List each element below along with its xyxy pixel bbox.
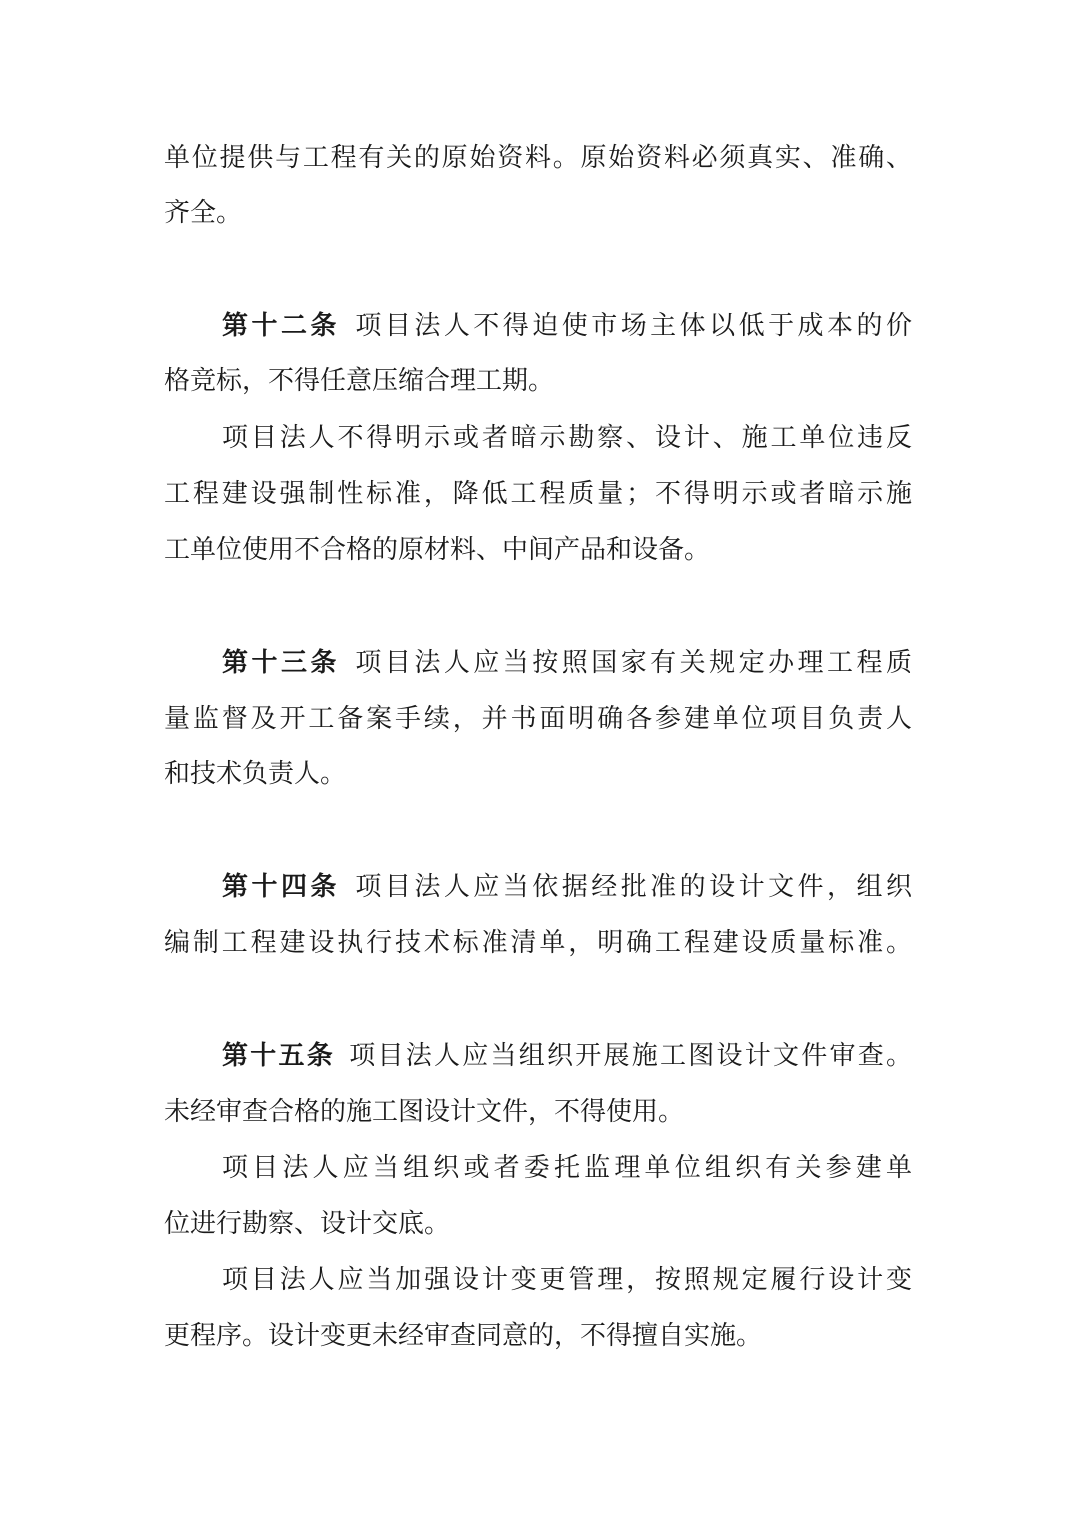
paragraph-line: 量监督及开工备案手续，并书面明确各参建单位项目负责人 — [164, 704, 912, 734]
paragraph-line: 编制工程建设执行技术标准清单，明确工程建设质量标准。 — [164, 928, 912, 958]
paragraph-line: 未经审查合格的施工图设计文件，不得使用。 — [164, 1097, 685, 1127]
article-text: 项目法人应当组织开展施工图设计文件审查。 — [347, 1041, 912, 1071]
article-text: 项目法人应当依据经批准的设计文件，组织 — [351, 872, 912, 902]
article-heading: 第十二条 — [222, 311, 340, 341]
paragraph-line: 更程序。设计变更未经审查同意的，不得擅自实施。 — [164, 1321, 763, 1351]
article-12-line — [222, 306, 912, 346]
paragraph-line: 位进行勘察、设计交底。 — [164, 1209, 451, 1239]
paragraph-line: 单位提供与工程有关的原始资料。原始资料必须真实、准确、 — [164, 143, 912, 173]
article-heading: 第十三条 — [222, 648, 340, 678]
paragraph-line: 齐全。 — [164, 198, 243, 228]
paragraph-line: 格竞标，不得任意压缩合理工期。 — [164, 366, 555, 396]
paragraph-line: 工单位使用不合格的原材料、中间产品和设备。 — [164, 535, 711, 565]
paragraph-line: 和技术负责人。 — [164, 759, 347, 789]
paragraph-line: 项目法人应当加强设计变更管理，按照规定履行设计变 — [222, 1265, 912, 1295]
article-heading: 第十五条 — [222, 1041, 335, 1071]
paragraph-line: 项目法人不得明示或者暗示勘察、设计、施工单位违反 — [222, 423, 912, 453]
article-heading: 第十四条 — [222, 872, 340, 902]
article-15-line — [222, 1036, 912, 1076]
article-13-line — [222, 643, 912, 683]
article-14-line — [222, 867, 912, 907]
paragraph-line: 项目法人应当组织或者委托监理单位组织有关参建单 — [222, 1153, 912, 1183]
document-page — [164, 0, 912, 1520]
article-text: 项目法人应当按照国家有关规定办理工程质 — [351, 648, 912, 678]
article-text: 项目法人不得迫使市场主体以低于成本的价 — [351, 311, 912, 341]
paragraph-line: 工程建设强制性标准，降低工程质量；不得明示或者暗示施 — [164, 479, 912, 509]
